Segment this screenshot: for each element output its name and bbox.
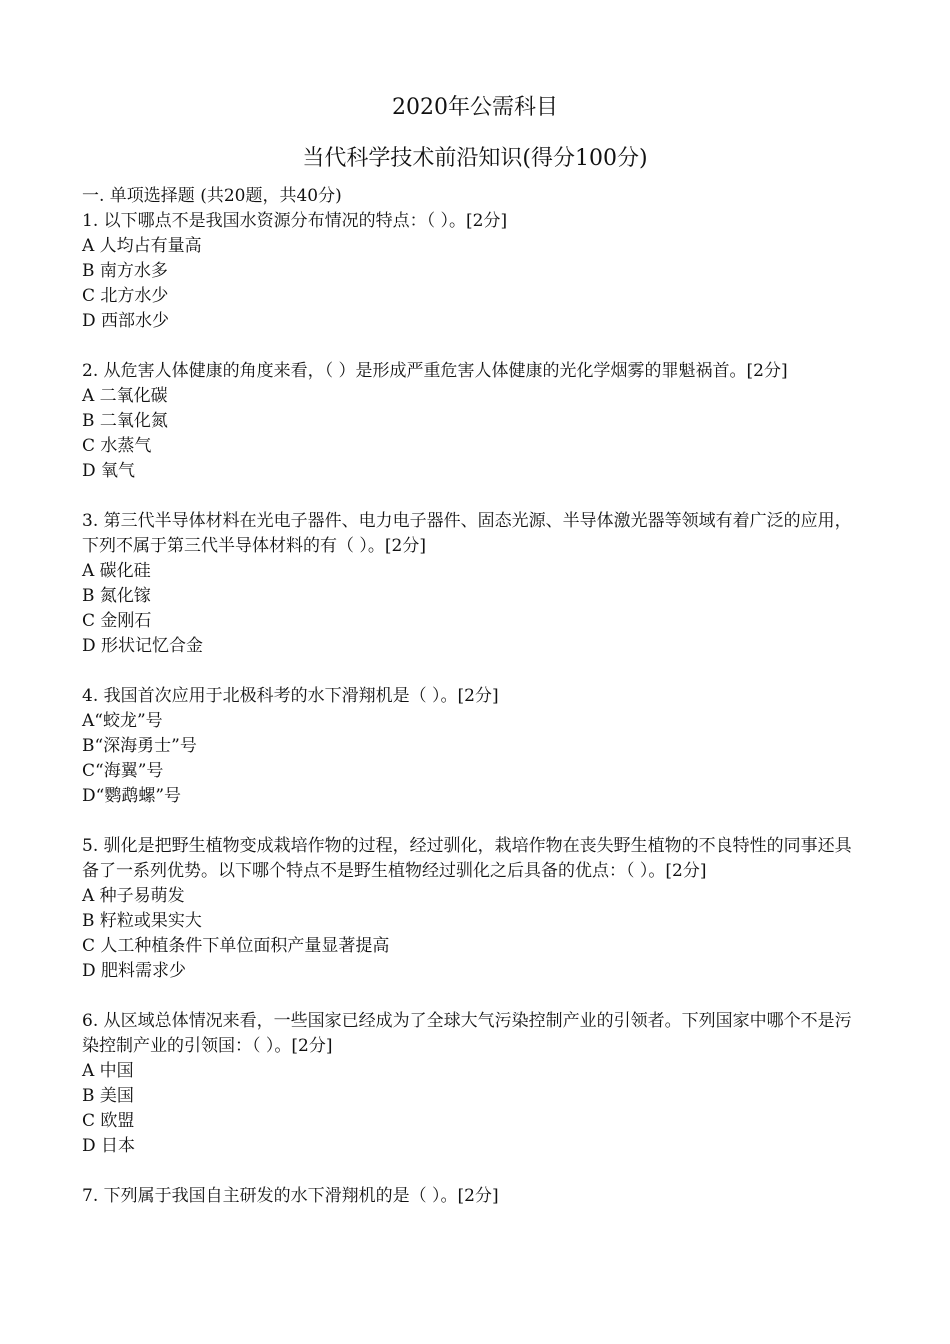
option-d: D 日本 [82, 1136, 136, 1156]
option-a: A 人均占有量高 [82, 236, 202, 256]
option-b: B 二氧化氮 [82, 411, 168, 431]
question-5 [82, 834, 862, 984]
option-a: A 碳化硅 [82, 561, 151, 581]
option-b: B 氮化镓 [82, 586, 151, 606]
option-a: A 中国 [82, 1061, 134, 1081]
option-c: C 北方水少 [82, 286, 169, 306]
option-d: D 形状记忆合金 [82, 636, 204, 656]
question-2 [82, 359, 862, 484]
question-text: 6. 从区域总体情况来看，一些国家已经成为了全球大气污染控制产业的引领者。下列国家中哪个不是污染控制产业的引领国：（ ）。[2分] [82, 1011, 852, 1056]
option-d: D 肥料需求少 [82, 961, 187, 981]
option-c: C“海翼”号 [82, 761, 164, 781]
document-title: 2020年公需科目 [392, 95, 558, 120]
question-6 [82, 1009, 862, 1159]
option-d: D 氧气 [82, 461, 136, 481]
option-b: B 南方水多 [82, 261, 168, 281]
option-d: D“鹦鹉螺”号 [82, 786, 182, 806]
option-d: D 西部水少 [82, 311, 170, 331]
option-a: A 种子易萌发 [82, 886, 185, 906]
question-text: 1. 以下哪点不是我国水资源分布情况的特点：（ ）。[2分] [82, 211, 508, 231]
question-3 [82, 509, 862, 659]
question-text: 5. 驯化是把野生植物变成栽培作物的过程，经过驯化，栽培作物在丧失野生植物的不良特性的同事还具备了一系列优势。以下哪个特点不是野生植物经过驯化之后具备的优点：（ ）。[2分] [82, 836, 852, 881]
question-text: 2. 从危害人体健康的角度来看，（ ）是形成严重危害人体健康的光化学烟雾的罪魁祸首。[2分] [82, 361, 788, 381]
option-b: B“深海勇士”号 [82, 736, 197, 756]
question-7 [82, 1184, 862, 1209]
section-heading: 一. 单项选择题 (共20题，共40分) [82, 186, 342, 206]
question-text: 7. 下列属于我国自主研发的水下滑翔机的是（ ）。[2分] [82, 1186, 499, 1206]
document-subtitle: 当代科学技术前沿知识(得分100分) [302, 146, 648, 171]
question-text: 4. 我国首次应用于北极科考的水下滑翔机是（ ）。[2分] [82, 686, 499, 706]
option-b: B 美国 [82, 1086, 134, 1106]
question-text: 3. 第三代半导体材料在光电子器件、电力电子器件、固态光源、半导体激光器等领域有着广泛的应用，下列不属于第三代半导体材料的有（ ）。[2分] [82, 511, 852, 556]
option-a: A 二氧化碳 [82, 386, 168, 406]
option-c: C 人工种植条件下单位面积产量显著提高 [82, 936, 390, 956]
question-list [82, 184, 862, 1209]
question-1 [82, 209, 862, 334]
option-b: B 籽粒或果实大 [82, 911, 202, 931]
option-c: C 水蒸气 [82, 436, 152, 456]
option-a: A“蛟龙”号 [82, 711, 163, 731]
option-c: C 金刚石 [82, 611, 152, 631]
option-c: C 欧盟 [82, 1111, 135, 1131]
question-4 [82, 684, 862, 809]
